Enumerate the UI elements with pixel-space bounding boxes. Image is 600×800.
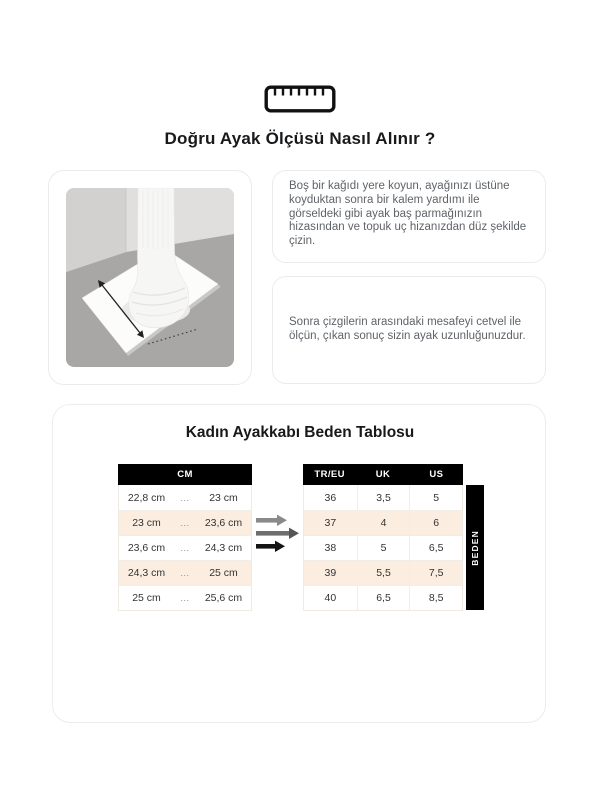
cm-table — [118, 464, 252, 611]
size-table-title: Kadın Ayakkabı Beden Tablosu — [185, 424, 415, 441]
size-table-row: 38 5 6,5 — [304, 535, 462, 560]
cm-table-row: 22,8 cm ... 23 cm — [119, 485, 251, 510]
instruction-step-1-card — [272, 170, 546, 263]
range-separator: ... — [180, 568, 190, 578]
header-uk: UK — [375, 469, 391, 480]
header-tr-eu: TR/EU — [314, 469, 345, 480]
beden-side-label: BEDEN — [466, 485, 484, 610]
cm-header-label: CM — [177, 469, 193, 480]
instruction-step-2-card — [272, 276, 546, 384]
range-separator: ... — [180, 492, 190, 503]
header-us: US — [429, 469, 444, 480]
convert-arrows-icon — [253, 512, 303, 556]
cm-table-row: 25 cm ... 25,6 cm — [119, 585, 251, 610]
size-table-row: 37 4 6 — [304, 510, 462, 535]
page-title: Doğru Ayak Ölçüsü Nasıl Alınır ? — [164, 129, 436, 148]
cm-table-row: 23,6 cm ... 24,3 cm — [119, 535, 251, 560]
range-separator: ... — [180, 543, 190, 553]
size-table-row: 40 6,5 8,5 — [304, 585, 462, 610]
instruction-step-1-text: Boş bir kağıdı yere koyun, ayağınızı üstüne koyduktan sonra bir kalem yardımı ile görseldeki gibi ayak baş parmağınızın hizasından ve topuk uç hizanızdan düz şekilde çizin. — [289, 180, 527, 248]
size-table-row: 39 5,5 7,5 — [304, 560, 462, 585]
foot-measurement-photo — [66, 188, 234, 367]
instruction-step-2-text: Sonra çizgilerin arasındaki mesafeyi cetvel ile ölçün, çıkan sonuç sizin ayak uzunluğunuzdur. — [289, 316, 526, 342]
range-separator: ... — [180, 518, 190, 528]
cm-table-row: 23 cm ... 23,6 cm — [119, 510, 251, 535]
range-separator: ... — [180, 593, 190, 603]
cm-table-row: 24,3 cm ... 25 cm — [119, 560, 251, 585]
measurement-photo-card — [48, 170, 252, 385]
size-table-row: 36 3,5 5 — [304, 485, 462, 510]
cm-table-header — [118, 464, 252, 485]
size-conversion-table — [303, 464, 463, 611]
size-table-header-row — [303, 464, 463, 485]
ruler-icon — [264, 85, 336, 113]
